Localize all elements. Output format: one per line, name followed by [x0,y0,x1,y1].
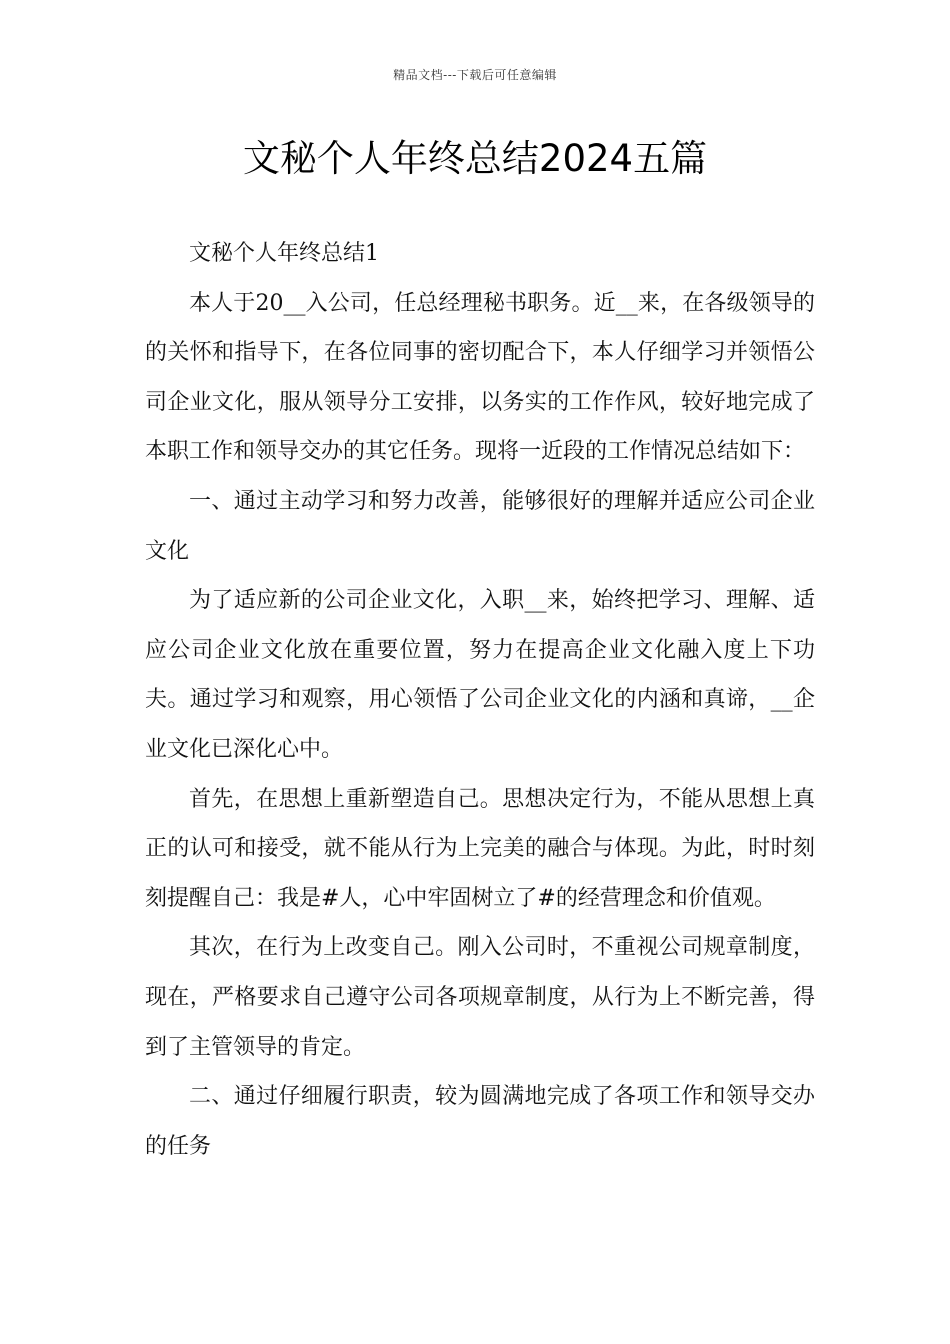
paragraph-first: 首先，在思想上重新塑造自己。思想决定行为，不能从思想上真正的认可和接受，就不能从行为上完美的融合与体现。为此，时时刻刻提醒自己：我是#人，心中牢固树立了#的经营理念和价值观。 [145,786,815,911]
subheading-one: 一、通过主动学习和努力改善，能够很好的理解并适应公司企业文化 [145,488,815,564]
paragraph-second: 其次，在行为上改变自己。刚入公司时，不重视公司规章制度，现在，严格要求自己遵守公司各项规章制度，从行为上不断完善，得到了主管领导的肯定。 [145,935,815,1060]
paragraph-intro: 本人于20__入公司，任总经理秘书职务。近__来，在各级领导的的关怀和指导下，在各位同事的密切配合下，本人仔细学习并领悟公司企业文化，服从领导分工安排，以务实的工作作风，较好地完成了本职工作和领导交办的其它任务。现将一近段的工作情况总结如下： [145,290,815,465]
document-body [145,229,815,1171]
header-note: 精品文档---下载后可任意编辑 [393,68,557,82]
document-title: 文秘个人年终总结2024五篇 [242,137,708,180]
subheading-two: 二、通过仔细履行职责，较为圆满地完成了各项工作和领导交办的任务 [145,1084,815,1159]
section-heading-1: 文秘个人年终总结1 [189,241,379,266]
paragraph-culture: 为了适应新的公司企业文化，入职__来，始终把学习、理解、适应公司企业文化放在重要位置，努力在提高企业文化融入度上下功夫。通过学习和观察，用心领悟了公司企业文化的内涵和真谛，__企业文化已深化心中。 [145,588,815,762]
